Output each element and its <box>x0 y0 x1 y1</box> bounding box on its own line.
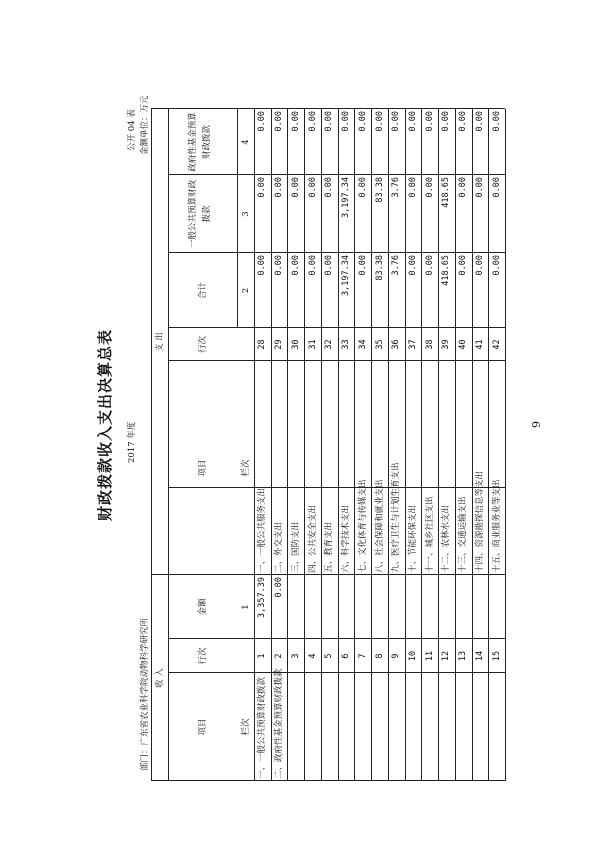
table-rule <box>287 109 288 781</box>
expense-item: 九、医疗卫生与计划生育支出 <box>391 462 402 573</box>
expense-item: 七、文化体育与传媒支出 <box>357 479 368 573</box>
income-row-no: 9 <box>391 653 402 659</box>
expense-lanci: 栏次 <box>240 459 251 477</box>
expense-general: 0.00 <box>424 177 435 198</box>
expense-row-no: 37 <box>407 339 418 350</box>
expense-fund: 0.00 <box>324 111 335 132</box>
table-rule <box>237 109 238 328</box>
form-id: 公开 04 表 <box>127 109 137 151</box>
expense-fund: 0.00 <box>341 111 352 132</box>
expense-total-header: 合计 <box>197 282 208 300</box>
expense-fund: 0.00 <box>274 111 285 132</box>
expense-general: 0.00 <box>407 177 418 198</box>
page-title: 财政拨款收入支出决算总表 <box>96 328 114 521</box>
expense-fund: 0.00 <box>424 111 435 132</box>
expense-row-no: 35 <box>374 339 385 350</box>
income-row-no: 15 <box>491 650 502 662</box>
expense-fund: 0.00 <box>357 111 368 132</box>
expense-total: 0.00 <box>407 255 418 276</box>
expense-fund: 0.00 <box>391 111 402 132</box>
expense-row-no: 41 <box>474 339 485 350</box>
income-row-no: 6 <box>341 653 352 659</box>
expense-fund: 0.00 <box>407 111 418 132</box>
expense-total: 0.00 <box>424 255 435 276</box>
expense-fund: 0.00 <box>257 111 268 132</box>
expense-item: 三、国防支出 <box>290 521 301 573</box>
table-rule <box>168 174 505 175</box>
expense-general: 0.00 <box>474 177 485 198</box>
income-row-no: 10 <box>407 650 418 662</box>
expense-fund: 0.00 <box>374 111 385 132</box>
expense-fund: 0.00 <box>441 111 452 132</box>
income-header: 收 入 <box>154 668 165 688</box>
table-rule <box>151 574 505 575</box>
expense-general: 83.38 <box>374 177 385 203</box>
table-rule <box>488 109 489 781</box>
expense-total: 0.00 <box>324 255 335 276</box>
expense-item: 二、外交支出 <box>274 521 285 573</box>
expense-general: 0.00 <box>274 177 285 198</box>
table-rule <box>321 109 322 781</box>
table-rule <box>168 252 505 253</box>
income-row-no: 4 <box>307 653 318 659</box>
expense-item-header: 项目 <box>197 459 208 477</box>
income-row-no: 7 <box>357 653 368 659</box>
expense-general: 0.00 <box>324 177 335 198</box>
income-item-header: 项目 <box>197 718 208 736</box>
expense-item: 十三、交通运输支出 <box>458 496 469 573</box>
expense-general: 0.00 <box>290 177 301 198</box>
income-row-no: 11 <box>424 650 435 662</box>
income-amount: 0.00 <box>274 577 285 598</box>
table-rule <box>304 109 305 781</box>
table-rule <box>168 327 505 328</box>
table-rule <box>421 109 422 781</box>
expense-row-no: 39 <box>441 339 452 350</box>
table-rule <box>505 109 506 781</box>
expense-row-no: 42 <box>491 339 502 350</box>
expense-item: 十、节能环保支出 <box>407 504 418 573</box>
expense-item: 十四、资源勘探信息等支出 <box>474 470 485 573</box>
table-rule <box>405 109 406 781</box>
general-budget-header: 一般公共预算财政拨款 <box>188 180 212 249</box>
expense-total: 0.00 <box>458 255 469 276</box>
expense-col3: 3 <box>240 211 251 217</box>
expense-fund: 0.00 <box>491 111 502 132</box>
table-rule <box>438 109 439 781</box>
expense-item: 四、公共安全支出 <box>307 504 318 573</box>
table-rule <box>151 780 505 781</box>
expense-item: 十一、城乡社区支出 <box>424 496 435 573</box>
income-row-no: 8 <box>374 653 385 659</box>
income-amount-header: 金额 <box>197 598 208 616</box>
expense-row-no: 33 <box>341 339 352 350</box>
expense-total: 418.65 <box>441 255 452 286</box>
table-rule <box>388 109 389 781</box>
income-rowno-header: 行次 <box>197 647 208 665</box>
income-row-no: 3 <box>290 653 301 659</box>
expense-general: 0.00 <box>307 177 318 198</box>
income-row-no: 12 <box>441 650 452 662</box>
department-label: 部门：广东省农业科学院动物科学研究所 <box>140 617 150 771</box>
expense-rowno-header: 行次 <box>197 336 208 354</box>
expense-row-no: 34 <box>357 339 368 350</box>
expense-row-no: 30 <box>290 339 301 350</box>
expense-total: 0.00 <box>257 255 268 276</box>
expense-row-no: 29 <box>274 339 285 350</box>
expense-header: 支 出 <box>154 332 165 352</box>
table-rule <box>254 109 255 781</box>
table-rule <box>151 108 505 109</box>
report-year: 2017 年度 <box>127 421 137 463</box>
income-amount: 3,357.39 <box>257 577 268 618</box>
expense-general: 0.00 <box>257 177 268 198</box>
expense-general: 418.65 <box>441 177 452 208</box>
expense-col2: 2 <box>240 287 251 294</box>
table-rule <box>168 109 169 781</box>
table-rule <box>472 109 473 781</box>
expense-row-no: 38 <box>424 339 435 350</box>
expense-general: 3.76 <box>391 177 402 198</box>
expense-fund: 0.00 <box>474 111 485 132</box>
table-rule <box>168 487 505 488</box>
expense-total: 0.00 <box>307 255 318 276</box>
table-rule <box>271 109 272 781</box>
expense-total: 0.00 <box>491 255 502 276</box>
table-rule <box>168 638 505 639</box>
expense-row-no: 40 <box>458 339 469 350</box>
expense-fund: 0.00 <box>458 111 469 132</box>
expense-general: 0.00 <box>357 177 368 198</box>
expense-general: 3,197.34 <box>341 177 352 218</box>
expense-general: 0.00 <box>491 177 502 198</box>
expense-total: 0.00 <box>290 255 301 276</box>
expense-row-no: 28 <box>257 339 268 350</box>
expense-item: 八、社会保障和就业支出 <box>374 479 385 573</box>
table-rule <box>151 109 152 781</box>
income-row-no: 5 <box>324 653 335 659</box>
fund-budget-header: 政府性基金预算财政拨款 <box>188 112 212 172</box>
income-row-no: 1 <box>257 653 268 659</box>
expense-row-no: 36 <box>391 339 402 350</box>
income-row-no: 13 <box>458 650 469 662</box>
expense-total: 0.00 <box>474 255 485 276</box>
expense-row-no: 32 <box>324 339 335 350</box>
expense-col4: 4 <box>240 139 251 145</box>
expense-fund: 0.00 <box>307 111 318 132</box>
income-item: 一、一般公共预算财政拨款 <box>257 676 268 779</box>
expense-item: 十二、农林水支出 <box>441 504 452 573</box>
expense-general: 0.00 <box>458 177 469 198</box>
amount-unit: 金额单位：万元 <box>140 95 150 155</box>
page-number: 9 <box>530 421 543 428</box>
income-col1: 1 <box>240 604 251 610</box>
table-rule <box>168 360 505 361</box>
expense-total: 3,197.34 <box>341 255 352 296</box>
expense-item: 十五、商业服务业等支出 <box>491 479 502 573</box>
table-rule <box>371 109 372 781</box>
table-rule <box>338 109 339 781</box>
expense-total: 0.00 <box>274 255 285 276</box>
expense-total: 3.76 <box>391 255 402 276</box>
expense-row-no: 31 <box>307 339 318 350</box>
expense-item: 五、教育支出 <box>324 521 335 573</box>
income-item: 二、政府性基金预算财政拨款 <box>274 668 285 779</box>
income-row-no: 2 <box>274 653 285 659</box>
expense-total: 83.38 <box>374 255 385 281</box>
income-lanci: 栏次 <box>240 718 251 736</box>
table-rule <box>354 109 355 781</box>
table-rule <box>168 672 505 673</box>
expense-total: 0.00 <box>357 255 368 276</box>
income-row-no: 14 <box>474 650 485 662</box>
table-rule <box>455 109 456 781</box>
expense-item: 一、一般公共服务支出 <box>257 487 268 573</box>
expense-item: 六、科学技术支出 <box>341 504 352 573</box>
expense-fund: 0.00 <box>290 111 301 132</box>
